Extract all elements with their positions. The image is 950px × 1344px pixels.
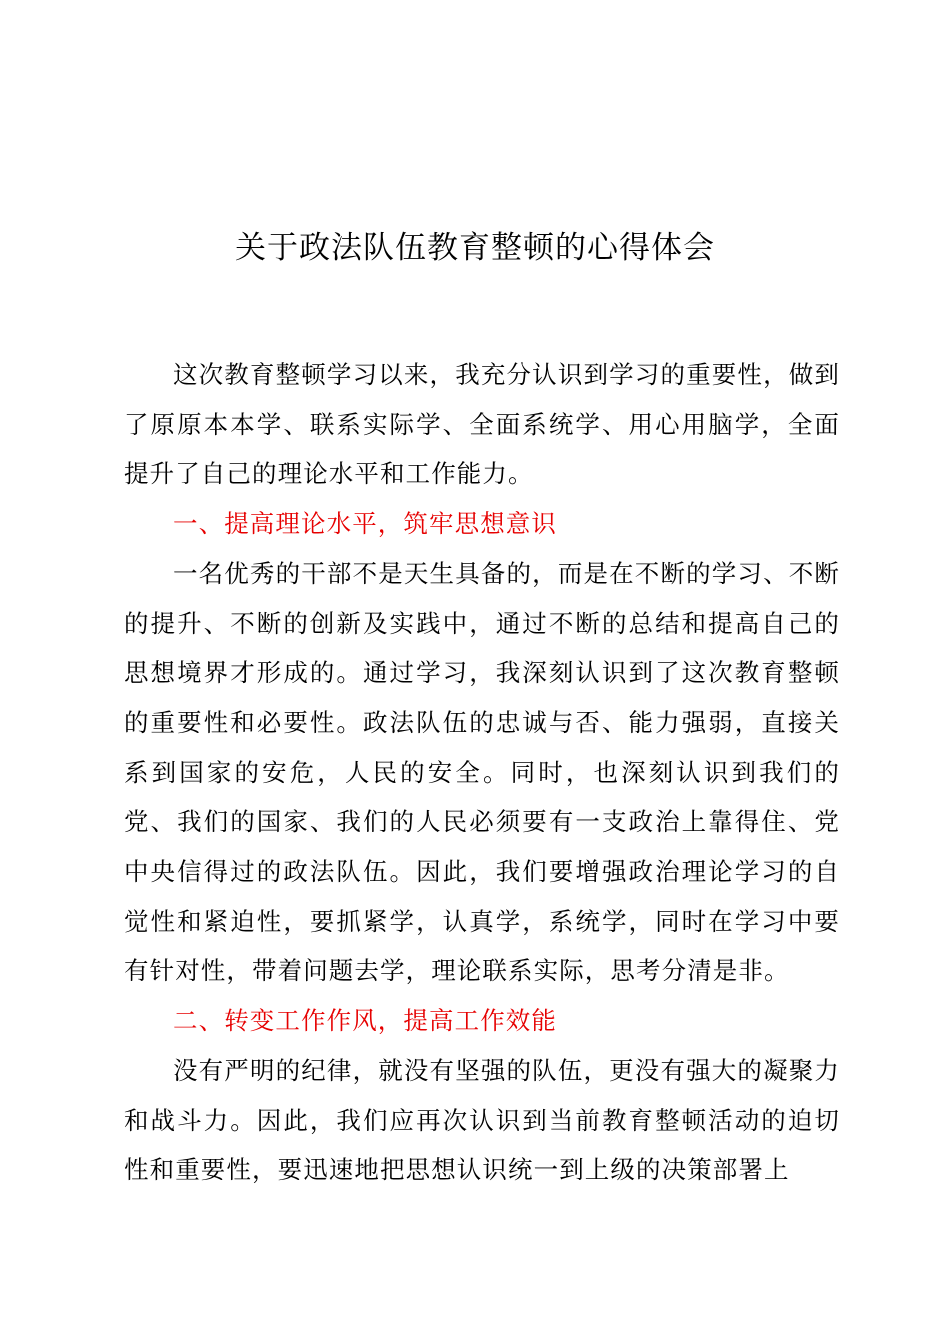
document-body: [124, 350, 840, 1195]
section-2-paragraph: 没有严明的纪律，就没有坚强的队伍，更没有强大的凝聚力和战斗力。因此，我们应再次认识到当前教育整顿活动的迫切性和重要性，要迅速地把思想认识统一到上级的决策部署上: [124, 1055, 840, 1185]
section-heading-1: 一、提高理论水平，筑牢思想意识: [173, 509, 557, 539]
section-heading-2: 二、转变工作作风，提高工作效能: [173, 1006, 557, 1036]
document-title: 关于政法队伍教育整顿的心得体会: [235, 230, 715, 266]
intro-paragraph: 这次教育整顿学习以来，我充分认识到学习的重要性，做到了原原本本学、联系实际学、全面系统学、用心用脑学，全面提升了自己的理论水平和工作能力。: [124, 360, 840, 489]
section-1-paragraph: 一名优秀的干部不是天生具备的，而是在不断的学习、不断的提升、不断的创新及实践中，通过不断的总结和提高自己的思想境界才形成的。通过学习，我深刻认识到了这次教育整顿的重要性和必要性。政法队伍的忠诚与否、能力强弱，直接关系到国家的安危，人民的安全。同时，也深刻认识到我们的党、我们的国家、我们的人民必须要有一支政治上靠得住、党中央信得过的政法队伍。因此，我们要增强政治理论学习的自觉性和紧迫性，要抓紧学，认真学，系统学，同时在学习中要有针对性，带着问题去学，理论联系实际，思考分清是非。: [124, 558, 840, 986]
